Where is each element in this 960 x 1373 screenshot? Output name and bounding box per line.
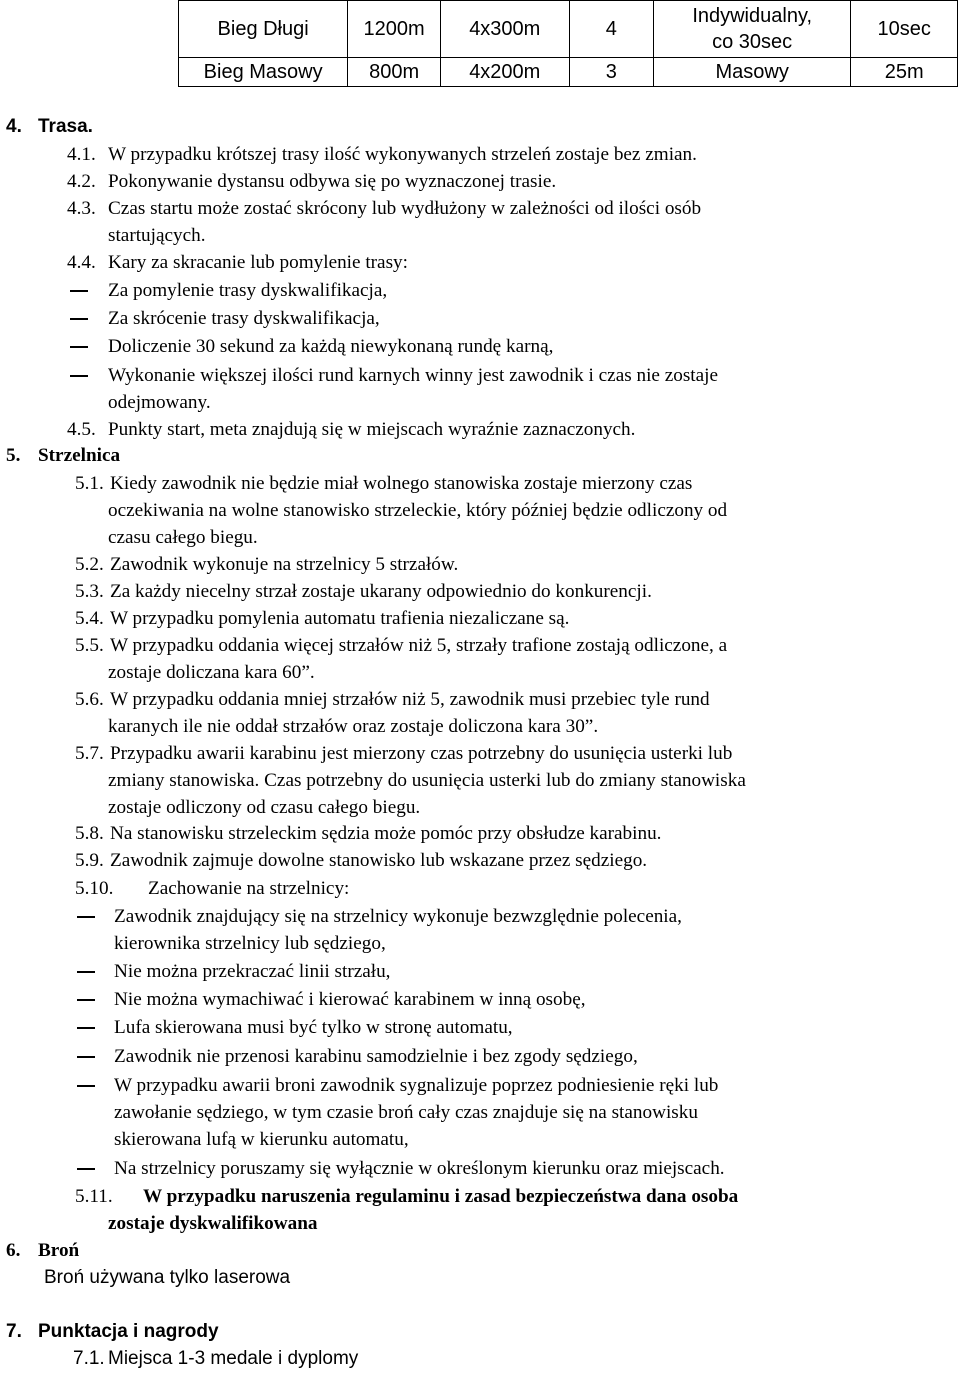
section-heading: Trasa. (38, 116, 93, 137)
table-cell: 10sec (851, 1, 958, 58)
cell-line: co 30sec (712, 31, 793, 53)
list-item: Doliczenie 30 sekund za każdą niewykonaną rundę karną, (108, 336, 554, 357)
list-item: Nie można wymachiwać i kierować karabinem w inną osobę, (114, 989, 586, 1010)
paragraph: Zawodnik zajmuje dowolne stanowisko lub wskazane przez sędziego. (110, 850, 648, 871)
paragraph: zostaje odliczony od czasu całego biegu. (108, 797, 421, 818)
dash-bullet (77, 1168, 95, 1170)
item-number: 5.3. (75, 581, 104, 602)
item-number: 5.9. (75, 850, 104, 871)
dash-bullet (70, 375, 88, 377)
paragraph: Za każdy niecelny strzał zostaje ukarany odpowiednio do konkurencji. (110, 581, 652, 602)
cell-line: Indywidualny, (692, 5, 813, 27)
list-item: kierownika strzelnicy lub sędziego, (114, 933, 386, 954)
item-number: 5.10. (75, 878, 114, 899)
paragraph: zostaje dyskwalifikowana (108, 1213, 318, 1234)
table-cell: 4x300m (441, 1, 570, 58)
table-cell: Bieg Masowy (179, 58, 348, 87)
table-cell: Masowy (653, 58, 850, 87)
table-cell: 800m (348, 58, 441, 87)
list-item: Zawodnik nie przenosi karabinu samodzielnie i bez zgody sędziego, (114, 1046, 638, 1067)
item-number: 5.1. (75, 473, 104, 494)
list-item: W przypadku awarii broni zawodnik sygnalizuje poprzez podniesienie ręki lub (114, 1075, 719, 1096)
list-item: Na strzelnicy poruszamy się wyłącznie w określonym kierunku oraz miejscach. (114, 1158, 725, 1179)
dash-bullet (77, 916, 95, 918)
section-number: 6. (6, 1240, 21, 1261)
paragraph: czasu całego biegu. (108, 527, 258, 548)
paragraph: Czas startu może zostać skrócony lub wydłużony w zależności od ilości osób (108, 198, 702, 219)
item-number: 5.5. (75, 635, 104, 656)
paragraph: W przypadku naruszenia regulaminu i zasad bezpieczeństwa dana osoba (143, 1186, 739, 1207)
paragraph: karanych ile nie oddał strzałów oraz zostaje doliczona kara 30”. (108, 716, 599, 737)
item-number: 4.4. (67, 252, 96, 273)
dash-bullet (77, 999, 95, 1001)
section-number: 7. (6, 1321, 22, 1342)
table-cell: Bieg Długi (179, 1, 348, 58)
table-cell: 25m (851, 58, 958, 87)
paragraph: Broń używana tylko laserowa (44, 1267, 291, 1288)
list-item: Lufa skierowana musi być tylko w stronę automatu, (114, 1017, 513, 1038)
item-number: 5.4. (75, 608, 104, 629)
paragraph: oczekiwania na wolne stanowisko strzeleckie, który później będzie odliczony od (108, 500, 728, 521)
section-number: 4. (6, 116, 22, 137)
list-item: Zawodnik znajdujący się na strzelnicy wykonuje bezwzględnie polecenia, (114, 906, 682, 927)
dash-bullet (77, 1056, 95, 1058)
table-row (179, 1, 958, 58)
item-number: 5.11. (75, 1186, 113, 1207)
paragraph: Zawodnik wykonuje na strzelnicy 5 strzałów. (110, 554, 459, 575)
dash-bullet (70, 346, 88, 348)
paragraph: startujących. (108, 225, 206, 246)
list-item: Nie można przekraczać linii strzału, (114, 961, 391, 982)
dash-bullet (77, 971, 95, 973)
section-number: 5. (6, 445, 21, 466)
paragraph: Zachowanie na strzelnicy: (148, 878, 350, 899)
paragraph: Kiedy zawodnik nie będzie miał wolnego stanowiska zostaje mierzony czas (110, 473, 693, 494)
paragraph: Punkty start, meta znajdują się w miejscach wyraźnie zaznaczonych. (108, 419, 636, 440)
list-item: Za pomylenie trasy dyskwalifikacja, (108, 280, 388, 301)
list-item: Za skrócenie trasy dyskwalifikacja, (108, 308, 380, 329)
list-item: odejmowany. (108, 392, 211, 413)
race-table (178, 0, 958, 87)
paragraph: Pokonywanie dystansu odbywa się po wyznaczonej trasie. (108, 171, 557, 192)
item-number: 4.1. (67, 144, 96, 165)
table-cell: 3 (569, 58, 653, 87)
section-heading: Strzelnica (38, 445, 121, 466)
item-number: 4.5. (67, 419, 96, 440)
list-item: zawołanie sędziego, w tym czasie broń cały czas znajduje się na stanowisku (114, 1102, 698, 1123)
table-cell: 4 (569, 1, 653, 58)
paragraph: W przypadku pomylenia automatu trafienia niezaliczane są. (110, 608, 570, 629)
dash-bullet (70, 290, 88, 292)
list-item: skierowana lufą w kierunku automatu, (114, 1129, 409, 1150)
table-cell (653, 1, 850, 58)
dash-bullet (77, 1027, 95, 1029)
item-number: 4.2. (67, 171, 96, 192)
item-number: 7.1. (73, 1348, 105, 1369)
table-row (179, 58, 958, 87)
item-number: 4.3. (67, 198, 96, 219)
list-item: Wykonanie większej ilości rund karnych winny jest zawodnik i czas nie zostaje (108, 365, 718, 386)
item-number: 5.8. (75, 823, 104, 844)
paragraph: Na stanowisku strzeleckim sędzia może pomóc przy obsłudze karabinu. (110, 823, 662, 844)
section-heading: Broń (38, 1240, 80, 1261)
paragraph: W przypadku oddania więcej strzałów niż 5, strzały trafione zostają odliczone, a (110, 635, 728, 656)
table-cell: 4x200m (441, 58, 570, 87)
item-number: 5.6. (75, 689, 104, 710)
section-heading: Punktacja i nagrody (38, 1321, 219, 1342)
item-number: 5.7. (75, 743, 104, 764)
item-number: 5.2. (75, 554, 104, 575)
paragraph: zostaje doliczana kara 60”. (108, 662, 315, 683)
paragraph: zmiany stanowiska. Czas potrzebny do usunięcia usterki lub do zmiany stanowiska (108, 770, 746, 791)
paragraph: Miejsca 1-3 medale i dyplomy (108, 1348, 359, 1369)
paragraph: Kary za skracanie lub pomylenie trasy: (108, 252, 408, 273)
paragraph: W przypadku oddania mniej strzałów niż 5, zawodnik musi przebiec tyle rund (110, 689, 710, 710)
paragraph: W przypadku krótszej trasy ilość wykonywanych strzeleń zostaje bez zmian. (108, 144, 697, 165)
table-cell: 1200m (348, 1, 441, 58)
dash-bullet (77, 1085, 95, 1087)
paragraph: Przypadku awarii karabinu jest mierzony czas potrzebny do usunięcia usterki lub (110, 743, 733, 764)
dash-bullet (70, 318, 88, 320)
